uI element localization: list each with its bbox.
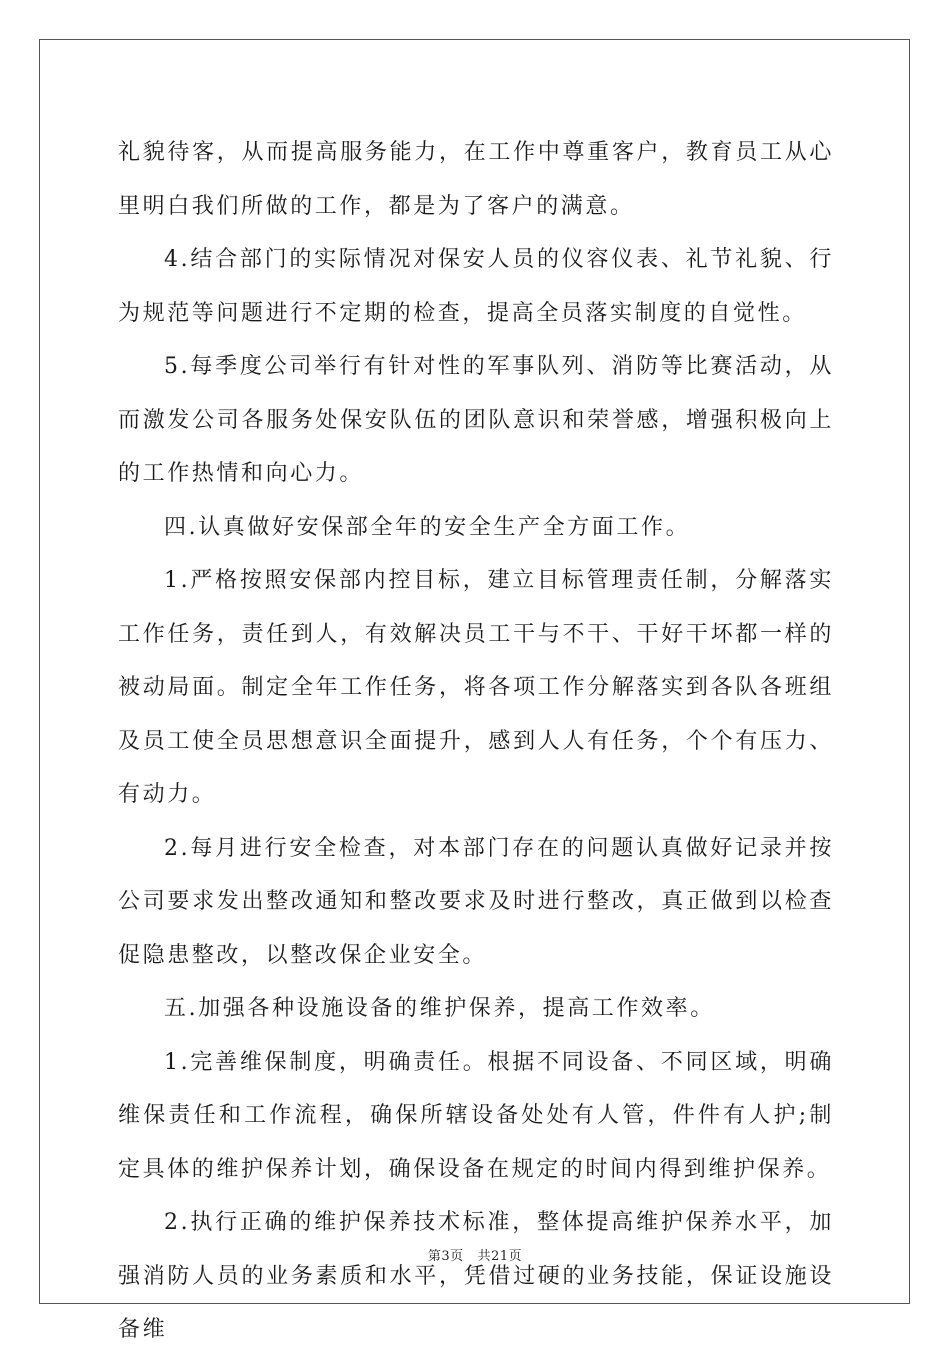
- paragraph: 5.每季度公司举行有针对性的军事队列、消防等比赛活动，从而激发公司各服务处保安队伍的团队意识和荣誉感，增强积极向上的工作热情和向心力。: [118, 354, 834, 486]
- section-heading: 五.加强各种设施设备的维护保养，提高工作效率。: [164, 996, 715, 1021]
- paragraph: 2.执行正确的维护保养技术标准，整体提高维护保养水平，加强消防人员的业务素质和水平，凭借过硬的业务技能，保证设施设备维: [118, 1210, 834, 1342]
- section-heading: 四.认真做好安保部全年的安全生产全方面工作。: [164, 514, 691, 540]
- page-total: 共21页: [477, 1249, 523, 1264]
- page-footer: [0, 1245, 950, 1264]
- document-body: [118, 126, 834, 1357]
- paragraph: 1.严格按照安保部内控目标，建立目标管理责任制，分解落实工作任务，责任到人，有效解决员工干与不干、干好干坏都一样的被动局面。制定全年工作任务，将各项工作分解落实到各队各班组及员工使全员思想意识全面提升，感到人人有任务，个个有压力、有动力。: [118, 568, 834, 807]
- paragraph: 1.完善维保制度，明确责任。根据不同设备、不同区域，明确维保责任和工作流程，确保所辖设备处处有人管，件件有人护;制定具体的维护保养计划，确保设备在规定的时间内得到维护保养。: [118, 1049, 834, 1182]
- paragraph: 2.每月进行安全检查，对本部门存在的问题认真做好记录并按公司要求发出整改通知和整改要求及时进行整改，真正做到以检查促隐患整改，以整改保企业安全。: [118, 835, 834, 968]
- paragraph: 礼貌待客，从而提高服务能力，在工作中尊重客户，教育员工从心里明白我们所做的工作，都是为了客户的满意。: [118, 140, 834, 219]
- paragraph: 4.结合部门的实际情况对保安人员的仪容仪表、礼节礼貌、行为规范等问题进行不定期的检查，提高全员落实制度的自觉性。: [118, 247, 834, 326]
- page-number: 第3页: [427, 1249, 464, 1264]
